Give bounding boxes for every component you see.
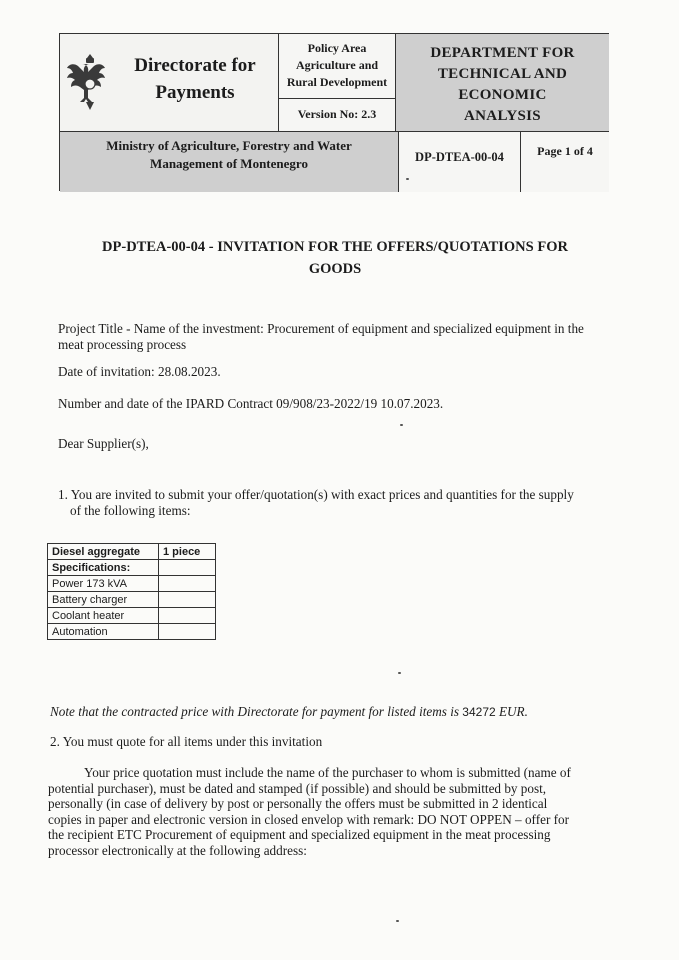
department-text: DEPARTMENT FOR TECHNICAL AND ECONOMIC ANALYSIS xyxy=(430,45,575,124)
table-row xyxy=(48,576,216,592)
empty-cell xyxy=(159,560,216,576)
item-2-quote-all: 2. You must quote for all items under this invitation xyxy=(50,734,323,749)
doc-code-text: DP-DTEA-00-04 xyxy=(415,150,504,164)
document-header-table xyxy=(59,33,609,191)
spec-cell: Automation xyxy=(48,624,159,640)
empty-cell xyxy=(159,592,216,608)
item-name-cell: Diesel aggregate xyxy=(48,544,159,560)
scan-speck xyxy=(406,178,409,180)
greeting: Dear Supplier(s), xyxy=(58,436,149,451)
item-1-invitation: 1. You are invited to submit your offer/quotation(s) with exact prices and quantities for the supply of the following items: xyxy=(58,487,574,518)
table-row xyxy=(48,624,216,640)
page-number-text: Page 1 of 4 xyxy=(537,144,593,158)
directorate-title: Directorate for Payments xyxy=(134,55,256,103)
policy-area-text: Policy Area Agriculture and Rural Development xyxy=(286,41,388,89)
contracted-amount: 34272 xyxy=(462,705,496,719)
project-title: Project Title - Name of the investment: Procurement of equipment and specialized equipment in the meat processing process xyxy=(58,321,584,352)
table-row xyxy=(48,592,216,608)
table-row xyxy=(48,608,216,624)
spec-cell: Power 173 kVA xyxy=(48,576,159,592)
page-number-cell xyxy=(521,132,609,192)
empty-cell xyxy=(159,608,216,624)
spec-cell: Battery charger xyxy=(48,592,159,608)
contracted-price-note: Note that the contracted price with Directorate for payment for listed items is 34272 EUR. xyxy=(50,704,528,719)
directorate-cell xyxy=(60,34,279,132)
spec-cell: Coolant heater xyxy=(48,608,159,624)
date-of-invitation: Date of invitation: 28.08.2023. xyxy=(58,364,221,379)
ministry-cell xyxy=(60,132,399,192)
scan-speck xyxy=(396,920,399,922)
scan-speck xyxy=(398,672,401,674)
empty-cell xyxy=(159,624,216,640)
ministry-text: Ministry of Agriculture, Forestry and Water Management of Montenegro xyxy=(106,138,352,171)
table-row xyxy=(48,544,216,560)
submission-paragraph: Your price quotation must include the name of the purchaser to whom is submitted (name of potential purchaser), must be dated and stamped (if possible) and should be submitted by post, personally (in case of delivery by post or personally the offers must be submitted in 2 identical copies in paper and electronic version in closed envelop with remark: DO NOT OPPEN – offer for the recipient ETC Procurement of equipment and specialized equipment in the meat processing processor electronically at the following address: xyxy=(48,765,571,858)
department-cell xyxy=(396,34,609,132)
document-title: DP-DTEA-00-04 - INVITATION FOR THE OFFERS/QUOTATIONS FOR GOODS xyxy=(102,239,568,277)
policy-area-cell xyxy=(279,34,396,99)
empty-cell xyxy=(159,576,216,592)
doc-code-cell xyxy=(399,132,521,192)
version-cell xyxy=(279,99,396,132)
table-row xyxy=(48,560,216,576)
scan-speck xyxy=(400,424,403,426)
item-quantity-cell: 1 piece xyxy=(159,544,216,560)
version-text: Version No: 2.3 xyxy=(297,107,377,121)
items-table xyxy=(47,543,216,640)
specifications-label: Specifications: xyxy=(48,560,159,576)
montenegro-eagle-emblem-icon xyxy=(66,52,114,112)
ipard-contract: Number and date of the IPARD Contract 09/908/23-2022/19 10.07.2023. xyxy=(58,396,444,411)
